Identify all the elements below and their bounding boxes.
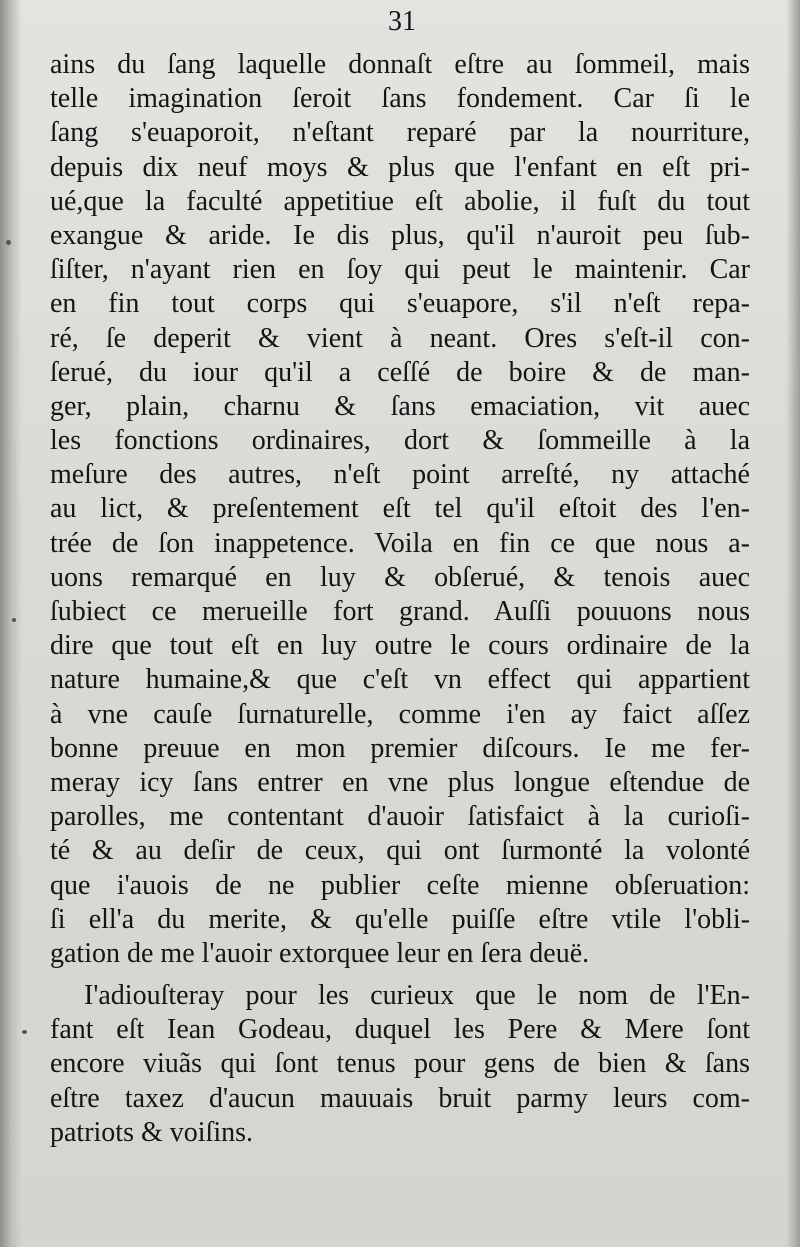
text-line: telle imagination ſeroit ſans fondement. Car ſi le <box>50 83 750 115</box>
text-line: ré, ſe deperit & vient à neant. Ores s'eſt-il con- <box>50 322 750 354</box>
page-number: 31 <box>388 6 416 37</box>
text-line: patriots & voiſins. <box>50 1116 253 1148</box>
text-line: fant eſt Iean Godeau, duquel les Pere & Mere ſont <box>50 1014 750 1046</box>
text-line: ſerué, du iour qu'il a ceſſé de boire & de man- <box>50 356 750 388</box>
paper-speck <box>12 618 16 622</box>
text-line: en fin tout corps qui s'euapore, s'il n'eſt repa- <box>50 288 750 320</box>
text-line: parolles, me contentant d'auoir ſatisfaict à la curioſi- <box>50 801 750 833</box>
text-line: trée de ſon inappetence. Voila en fin ce que nous a- <box>50 527 750 559</box>
text-line: bonne preuue en mon premier diſcours. Ie me fer- <box>50 732 750 764</box>
page-right-edge-shadow <box>786 0 800 1247</box>
page-left-edge-shadow <box>0 0 22 1247</box>
text-line: ſang s'euaporoit, n'eſtant reparé par la nourriture, <box>50 117 750 149</box>
text-line: meray icy ſans entrer en vne plus longue eſtendue de <box>50 766 750 798</box>
text-line: depuis dix neuf moys & plus que l'enfant en eſt pri- <box>50 151 750 183</box>
text-line: gation de me l'auoir extorquee leur en ſera deuë. <box>50 937 590 969</box>
text-line: uons remarqué en luy & obſerué, & tenois auec <box>50 561 750 593</box>
text-line: ſi ell'a du merite, & qu'elle puiſſe eſtre vtile l'obli- <box>50 903 750 935</box>
text-line: ſiſter, n'ayant rien en ſoy qui peut le maintenir. Car <box>50 254 750 286</box>
paper-speck <box>22 1030 27 1034</box>
text-line: I'adiouſteray pour les curieux que le nom de l'En- <box>84 980 750 1012</box>
text-line: exangue & aride. Ie dis plus, qu'il n'auroit peu ſub- <box>50 219 750 251</box>
text-line: que i'auois de ne publier ceſte mienne obſeruation: <box>50 869 750 901</box>
text-line: dire que tout eſt en luy outre le cours ordinaire de la <box>50 630 750 662</box>
text-line: meſure des autres, n'eſt point arreſté, ny attaché <box>50 459 750 491</box>
text-line: ſubiect ce merueille fort grand. Auſſi pouuons nous <box>50 596 750 627</box>
text-line: eſtre taxez d'aucun mauuais bruit parmy leurs com- <box>50 1082 750 1114</box>
text-line: té & au deſir de ceux, qui ont ſurmonté la volonté <box>50 835 750 867</box>
text-line: nature humaine,& que c'eſt vn effect qui appartient <box>50 664 750 696</box>
paper-speck <box>6 240 11 245</box>
text-line: encore viuãs qui ſont tenus pour gens de bien & ſans <box>50 1048 750 1080</box>
text-line: ains du ſang laquelle donnaſt eſtre au ſommeil, mais <box>50 49 750 80</box>
text-line: ger, plain, charnu & ſans emaciation, vit auec <box>50 390 750 422</box>
text-line: les fonctions ordinaires, dort & ſommeille à la <box>50 425 750 457</box>
text-line: ué,que la faculté appetitiue eſt abolie, il fuſt du tout <box>50 185 750 217</box>
text-line: au lict, & preſentement eſt tel qu'il eſtoit des l'en- <box>50 493 750 525</box>
text-line: à vne cauſe ſurnaturelle, comme i'en ay faict aſſez <box>50 698 750 730</box>
body-text <box>50 48 750 1150</box>
